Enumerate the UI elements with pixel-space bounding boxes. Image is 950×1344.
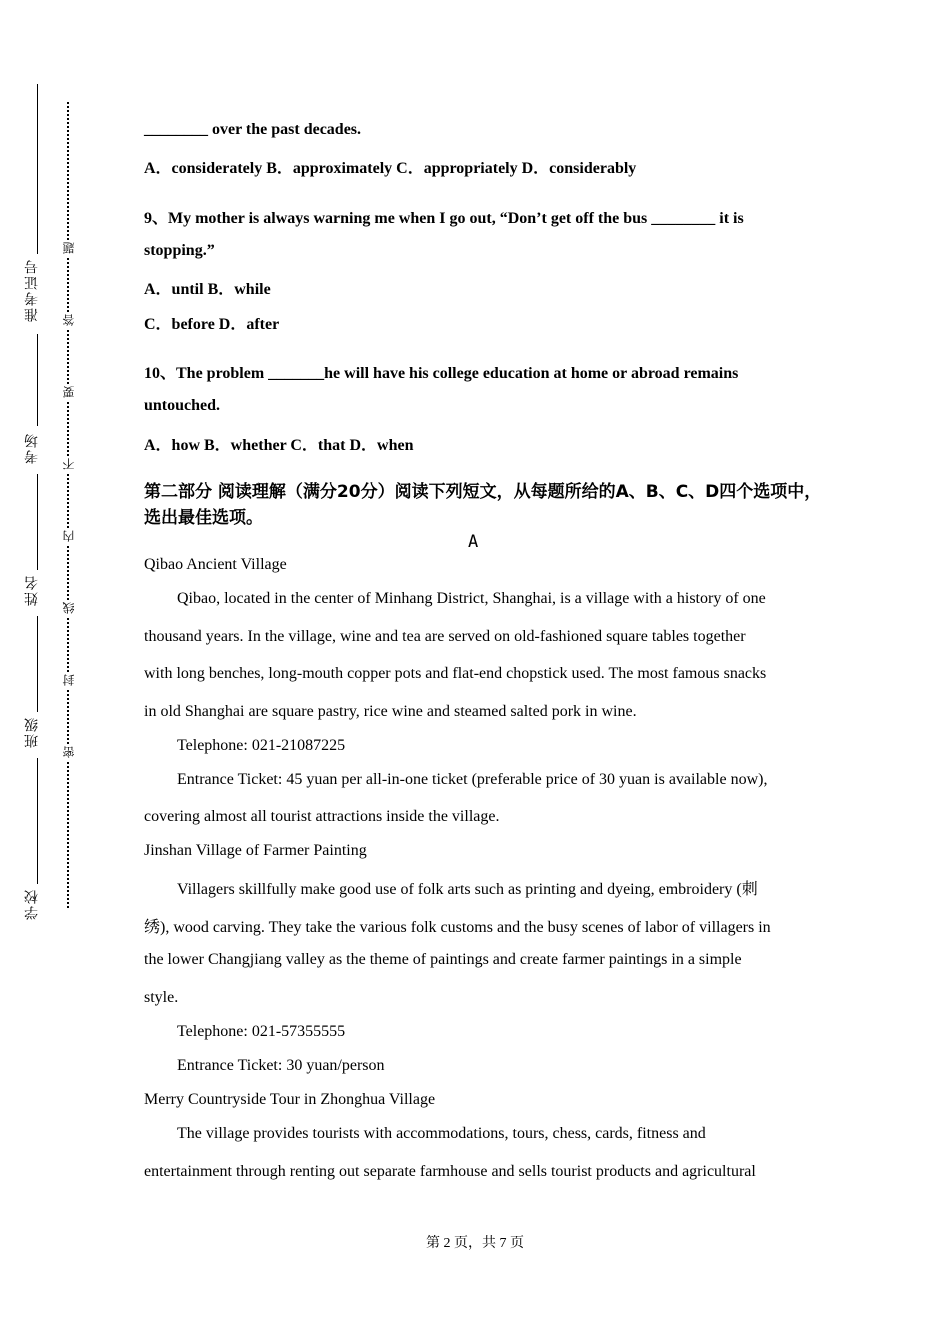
jinshan-telephone: Telephone: 021-57355555 [177, 1023, 346, 1040]
name-label: 姓名 [24, 574, 40, 606]
qibao-para-line4: in old Shanghai are square pastry, rice wine and steamed salted pork in wine. [144, 703, 637, 720]
passage-title-zhonghua: Merry Countryside Tour in Zhonghua Village [144, 1091, 436, 1108]
qibao-telephone: Telephone: 021-21087225 [177, 737, 346, 754]
passage-title-jinshan: Jinshan Village of Farmer Painting [144, 842, 367, 859]
exam-room-label: 考场 [24, 432, 40, 464]
q8-stem: ________ over the past decades. [144, 121, 362, 138]
page-number-footer: 第 2 页，共 7 页 [426, 1236, 524, 1251]
margin-rule-2 [37, 334, 38, 426]
q9-stem-line1: 9、My mother is always warning me when I go out, “Don’t get off the bus ________ it is [144, 210, 744, 227]
q9-options-line2: C．before D．after [144, 316, 280, 333]
q10-options: A．how B．whether C．that D．when [144, 437, 414, 454]
q10-stem-line2: untouched. [144, 397, 221, 414]
seal-char-1: 题 [62, 242, 76, 254]
school-label: 学校 [24, 888, 40, 920]
margin-rule-5 [37, 758, 38, 884]
qibao-para-line3: with long benches, long-mouth copper pots and flat-end chopstick used. The most famous snacks [144, 665, 767, 682]
seal-char-2: 答 [62, 314, 76, 326]
margin-rule-1 [37, 84, 38, 254]
class-label: 班级 [24, 716, 40, 748]
seal-char-7: 封 [62, 674, 76, 686]
jinshan-para-line4: style. [144, 989, 179, 1006]
seal-char-6: 线 [62, 602, 76, 614]
margin-rule-4 [37, 616, 38, 712]
jinshan-ticket: Entrance Ticket: 30 yuan/person [177, 1057, 385, 1074]
exam-id-label: 准考证号 [24, 258, 40, 322]
seal-char-4: 不 [62, 458, 76, 470]
q8-options: A．considerately B．approximately C．appropriately D．considerably [144, 160, 637, 177]
part2-heading: 第二部分 阅读理解（满分20分）阅读下列短文，从每题所给的A、B、C、D四个选项中，选出最佳选项。 [144, 482, 822, 528]
jinshan-para-line2: 绣), wood carving. They take the various folk customs and the busy scenes of labor of villagers in [144, 919, 771, 936]
seal-char-8: 密 [62, 746, 76, 758]
qibao-ticket-line1: Entrance Ticket: 45 yuan per all-in-one ticket (preferable price of 30 yuan is available now), [177, 771, 768, 788]
q10-stem-line1: 10、The problem _______he will have his college education at home or abroad remains [144, 365, 739, 382]
margin-rule-3 [37, 474, 38, 570]
zhonghua-para-line1: The village provides tourists with accommodations, tours, chess, cards, fitness and [177, 1125, 706, 1142]
q9-options-line1: A．until B．while [144, 281, 271, 298]
qibao-para-line1: Qibao, located in the center of Minhang District, Shanghai, is a village with a history of one [177, 590, 766, 607]
jinshan-para-line3: the lower Changjiang valley as the theme of paintings and create farmer paintings in a simple [144, 951, 742, 968]
passage-title-qibao: Qibao Ancient Village [144, 556, 287, 573]
seal-dotted-line [67, 102, 69, 908]
zhonghua-para-line2: entertainment through renting out separate farmhouse and sells tourist products and agricultural [144, 1163, 756, 1180]
qibao-para-line2: thousand years. In the village, wine and tea are served on old-fashioned square tables together [144, 628, 746, 645]
seal-char-3: 要 [62, 386, 76, 398]
q9-stem-line2: stopping.” [144, 242, 215, 259]
qibao-ticket-line2: covering almost all tourist attractions inside the village. [144, 808, 500, 825]
jinshan-para-line1: Villagers skillfully make good use of folk arts such as printing and dyeing, embroidery (刺 [177, 881, 758, 898]
seal-char-5: 内 [62, 530, 76, 542]
section-label: A [468, 532, 479, 552]
